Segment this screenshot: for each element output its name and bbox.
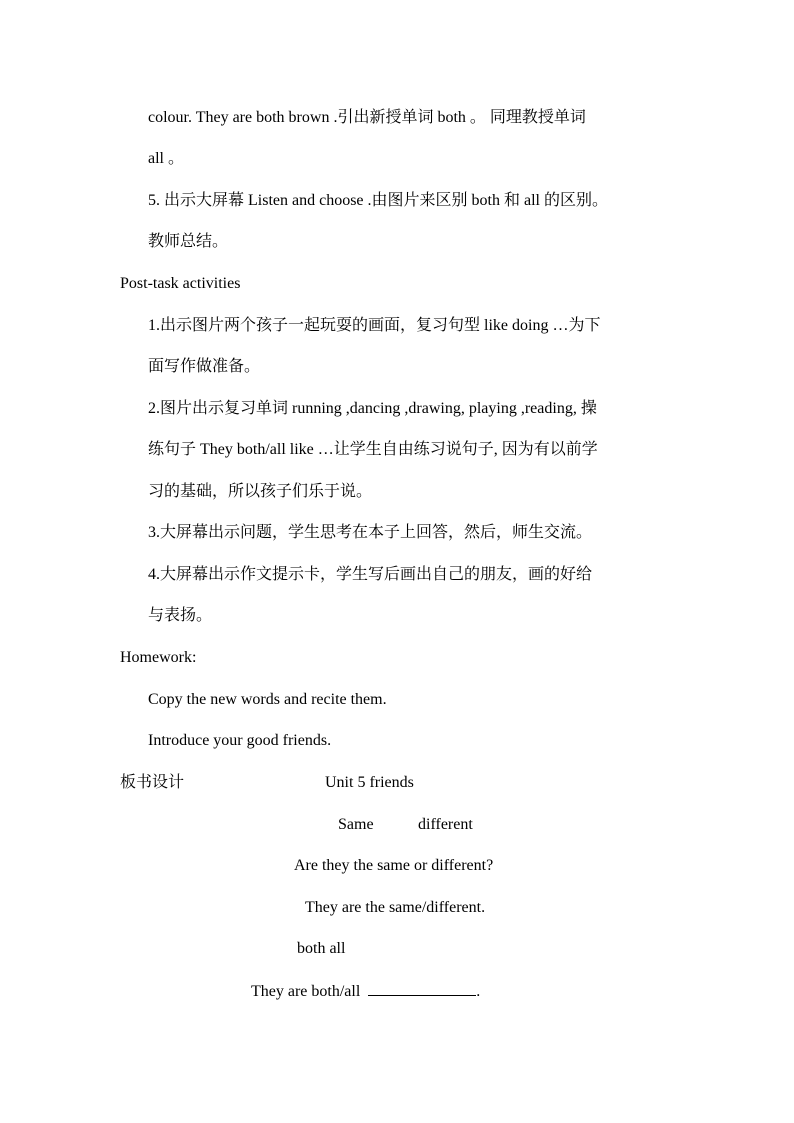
section-heading-homework: Homework: — [120, 649, 197, 666]
board-word-different: different — [418, 816, 473, 833]
paragraph-line: 4.大屏幕出示作文提示卡，学生写后画出自己的朋友，画的好给 — [148, 566, 593, 583]
board-answer: They are the same/different. — [305, 899, 486, 916]
homework-item: Introduce your good friends. — [148, 732, 332, 749]
paragraph-line: 1.出示图片两个孩子一起玩耍的画面，复习句型 like doing …为下 — [148, 317, 601, 334]
paragraph-line: 与表扬。 — [148, 607, 213, 624]
board-pattern-text: They are both/all — [251, 983, 361, 1000]
homework-item: Copy the new words and recite them. — [148, 691, 387, 708]
paragraph-line: all 。 — [148, 150, 184, 167]
paragraph-line: colour. They are both brown .引出新授单词 both 。 同理教授单词 — [148, 109, 586, 126]
board-sentence-pattern — [251, 981, 480, 1002]
paragraph-line: 5. 出示大屏幕 Listen and choose .由图片来区别 both 和 all 的区别。 — [148, 192, 608, 209]
fill-in-blank-line — [368, 981, 476, 996]
paragraph-line: 习的基础，所以孩子们乐于说。 — [148, 483, 373, 500]
board-unit-title: Unit 5 friends — [325, 774, 414, 791]
paragraph-line: 教师总结。 — [148, 233, 229, 250]
board-pattern-end: . — [476, 983, 481, 1000]
section-heading-post-task: Post-task activities — [120, 275, 241, 292]
board-design-label: 板书设计 — [120, 774, 185, 791]
board-question: Are they the same or different? — [294, 857, 494, 874]
paragraph-line: 练句子 They both/all like …让学生自由练习说句子, 因为有以前学 — [148, 441, 598, 458]
paragraph-line: 3.大屏幕出示问题，学生思考在本子上回答，然后，师生交流。 — [148, 524, 593, 541]
board-word-same: Same — [338, 816, 374, 833]
board-both-all: both all — [297, 940, 346, 957]
paragraph-line: 面写作做准备。 — [148, 358, 261, 375]
paragraph-line: 2.图片出示复习单词 running ,dancing ,drawing, playing ,reading, 操 — [148, 400, 597, 417]
